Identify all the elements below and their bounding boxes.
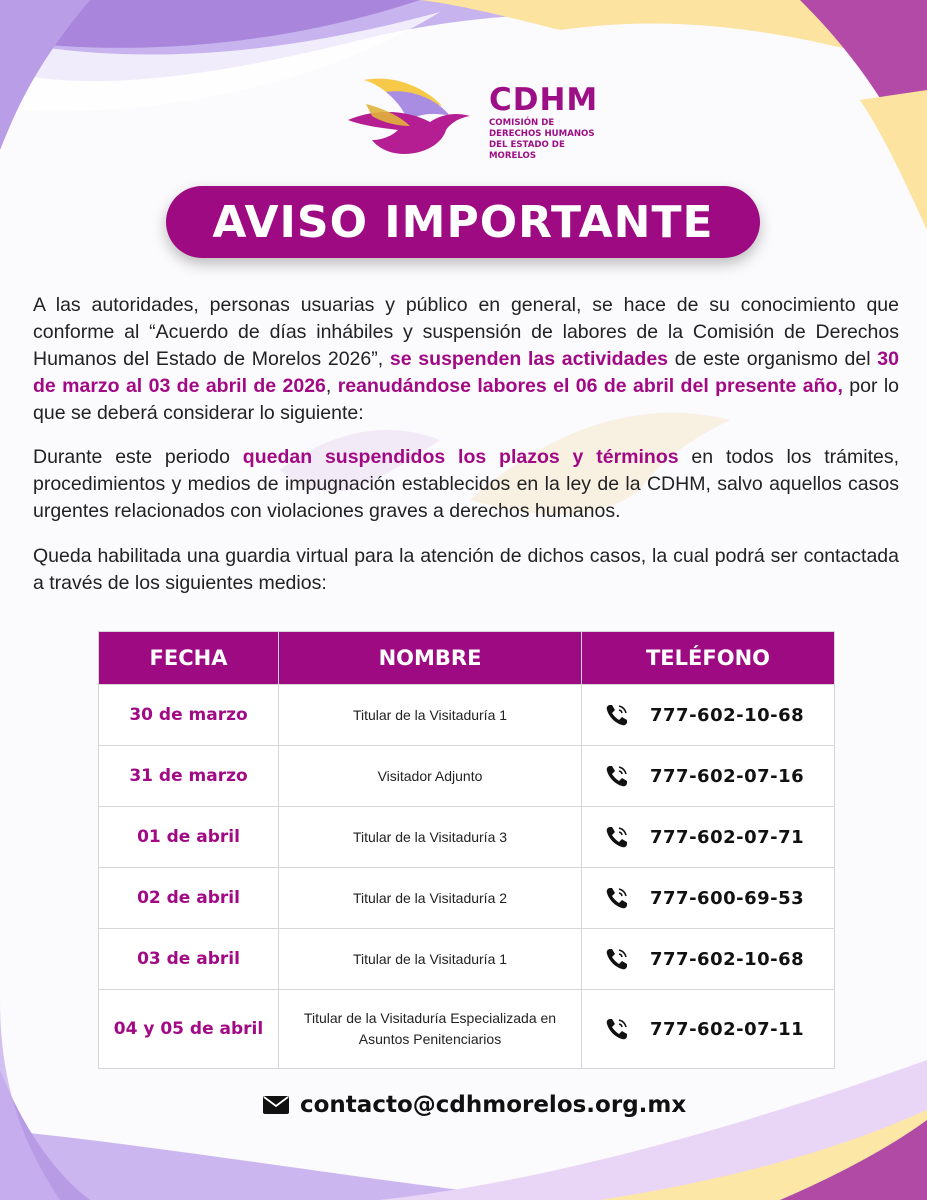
row-name: Titular de la Visitaduría 1 xyxy=(279,685,582,746)
table-row xyxy=(99,868,835,929)
row-date: 04 y 05 de abril xyxy=(99,990,279,1069)
phone-icon xyxy=(604,702,630,728)
phone-icon xyxy=(604,946,630,972)
p1-text-2: de este organismo del xyxy=(668,348,878,370)
contact-email-link[interactable]: contacto@cdhmorelos.org.mx xyxy=(300,1092,687,1118)
row-name: Visitador Adjunto xyxy=(279,746,582,807)
notice-paragraph-1 xyxy=(33,292,899,427)
phone-icon xyxy=(604,824,630,850)
header-fecha: FECHA xyxy=(99,632,279,685)
table-row xyxy=(99,746,835,807)
header-telefono: TELÉFONO xyxy=(582,632,835,685)
header-nombre: NOMBRE xyxy=(279,632,582,685)
phone-number[interactable]: 777-602-07-16 xyxy=(650,765,805,787)
notice-paragraph-3: Queda habilitada una guardia virtual para la atención de dichos casos, la cual podrá ser contactada a través de los siguientes medios: xyxy=(33,545,899,594)
guard-schedule-table xyxy=(98,631,835,1069)
row-phone-cell xyxy=(582,807,835,868)
row-date: 30 de marzo xyxy=(99,685,279,746)
cdhm-logo xyxy=(346,74,599,161)
phone-number[interactable]: 777-602-10-68 xyxy=(650,948,805,970)
row-phone-cell xyxy=(582,929,835,990)
row-phone-cell xyxy=(582,685,835,746)
row-name: Titular de la Visitaduría Especializada en Asuntos Penitenciarios xyxy=(279,990,582,1069)
phone-icon xyxy=(604,885,630,911)
title-banner xyxy=(166,186,760,258)
row-name: Titular de la Visitaduría 3 xyxy=(279,807,582,868)
row-date: 31 de marzo xyxy=(99,746,279,807)
p1-text-1: A las autoridades, personas usuarias y público en general, se hace de su conocimiento que conforme al “Acuerdo de días inhábiles y suspensión de labores de la Comisión de Derechos Humanos del Estado de Morelos 2026”, xyxy=(33,294,899,370)
page-title: AVISO IMPORTANTE xyxy=(212,196,714,248)
row-phone-cell xyxy=(582,868,835,929)
phone-icon xyxy=(604,763,630,789)
p2-text-2: en todos los trámites, procedimientos y medios de impugnación establecidos en la ley de la CDHM, salvo aquellos casos urgentes relacionados con violaciones graves a derechos humanos. xyxy=(33,446,899,522)
row-name: Titular de la Visitaduría 2 xyxy=(279,868,582,929)
table-row xyxy=(99,990,835,1069)
phone-icon xyxy=(604,1016,630,1042)
table-header-row xyxy=(99,632,835,685)
contact-line xyxy=(262,1092,686,1118)
row-date: 01 de abril xyxy=(99,807,279,868)
table-row xyxy=(99,685,835,746)
p1-highlight-dates: 30 de marzo al 03 de abril de 2026 xyxy=(33,348,899,397)
row-date: 03 de abril xyxy=(99,929,279,990)
p1-highlight-resume: reanudándose labores el 06 de abril del presente año, xyxy=(337,375,843,397)
brand-acronym: CDHM xyxy=(489,82,599,118)
p1-text-3: , xyxy=(325,375,338,397)
mail-icon xyxy=(262,1095,290,1115)
phone-number[interactable]: 777-602-10-68 xyxy=(650,704,805,726)
p1-highlight-suspension: se suspenden las actividades xyxy=(389,348,669,370)
row-phone-cell xyxy=(582,746,835,807)
row-phone-cell xyxy=(582,990,835,1069)
row-name: Titular de la Visitaduría 1 xyxy=(279,929,582,990)
table-row xyxy=(99,929,835,990)
phone-number[interactable]: 777-602-07-11 xyxy=(650,1018,805,1040)
brand-full-name: COMISIÓN DE DERECHOS HUMANOS DEL ESTADO DE MORELOS xyxy=(489,118,595,161)
notice-paragraph-2 xyxy=(33,444,899,525)
p2-highlight-terms: quedan suspendidos los plazos y términos xyxy=(242,446,679,468)
row-date: 02 de abril xyxy=(99,868,279,929)
dove-logo-icon xyxy=(346,74,486,158)
phone-number[interactable]: 777-600-69-53 xyxy=(650,887,805,909)
phone-number[interactable]: 777-602-07-71 xyxy=(650,826,805,848)
table-row xyxy=(99,807,835,868)
p2-text-1: Durante este periodo xyxy=(33,446,243,468)
p1-text-4: por lo que se deberá considerar lo siguiente: xyxy=(33,375,900,424)
